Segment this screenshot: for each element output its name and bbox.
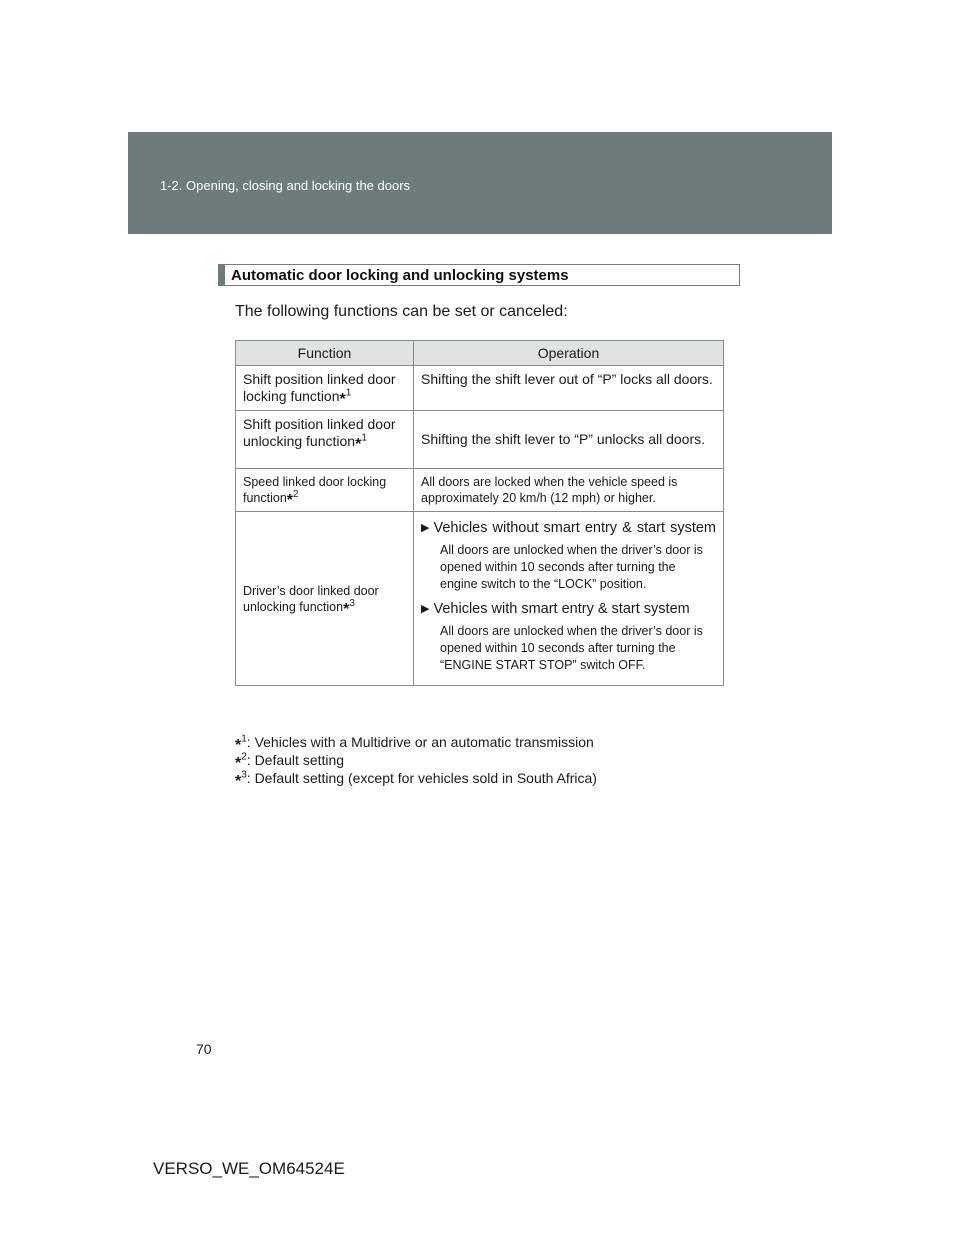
chapter-header-band xyxy=(128,132,832,234)
table-row xyxy=(236,512,724,686)
footnote-mark: 1 xyxy=(361,432,367,444)
variant-heading xyxy=(421,599,716,619)
operation-cell: All doors are locked when the vehicle speed is approximately 20 km/h (12 mph) or higher. xyxy=(414,469,724,512)
function-cell xyxy=(236,469,414,512)
section-heading-box xyxy=(218,264,740,286)
function-cell xyxy=(236,366,414,411)
triangle-bullet-icon: ▶ xyxy=(421,522,430,534)
function-name: Shift position linked door locking function xyxy=(243,371,396,404)
footnote-mark: 2 xyxy=(293,488,299,500)
footnote-mark: 2 xyxy=(241,751,247,763)
function-cell xyxy=(236,411,414,469)
intro-text: The following functions can be set or canceled: xyxy=(235,303,568,320)
operation-cell: Shifting the shift lever to “P” unlocks all doors. xyxy=(414,411,724,469)
footnote-item xyxy=(235,733,597,754)
footnotes xyxy=(235,733,597,790)
table-row xyxy=(236,366,724,411)
function-name: Shift position linked door unlocking function xyxy=(243,416,396,449)
table-row xyxy=(236,411,724,469)
page-number: 70 xyxy=(196,1041,212,1057)
footnote-star-icon: * xyxy=(343,600,350,618)
chapter-title: 1-2. Opening, closing and locking the doors xyxy=(160,178,411,193)
triangle-bullet-icon: ▶ xyxy=(421,603,430,615)
footnote-star-icon: * xyxy=(235,755,242,772)
footnote-text: : Vehicles with a Multidrive or an automatic transmission xyxy=(246,734,594,750)
footnote-item xyxy=(235,751,597,772)
footnote-mark: 3 xyxy=(241,769,247,781)
table-header-row xyxy=(236,341,724,366)
footnote-star-icon: * xyxy=(355,436,362,453)
footnote-star-icon: * xyxy=(235,773,242,790)
footnote-item xyxy=(235,769,597,790)
function-cell xyxy=(236,512,414,686)
footnote-mark: 3 xyxy=(349,597,355,609)
variant-label: Vehicles with smart entry & start system xyxy=(433,601,690,617)
footnote-text: : Default setting xyxy=(246,752,345,768)
variant-heading xyxy=(421,518,716,538)
footnote-mark: 1 xyxy=(241,733,247,745)
footnote-star-icon: * xyxy=(339,391,346,408)
section-heading-marker xyxy=(219,265,225,285)
column-header-operation: Operation xyxy=(414,341,724,366)
functions-table xyxy=(235,340,724,686)
footnote-text: : Default setting (except for vehicles sold in South Africa) xyxy=(246,770,597,786)
variant-text: All doors are unlocked when the driver’s door is opened within 10 seconds after turning the engine switch to the “LOCK” position. xyxy=(440,543,703,591)
document-code: VERSO_WE_OM64524E xyxy=(153,1159,345,1178)
variant-text: All doors are unlocked when the driver’s door is opened within 10 seconds after turning the “ENGINE START STOP” switch OFF. xyxy=(440,624,703,672)
footnote-mark: 1 xyxy=(345,387,352,399)
operation-cell: Shifting the shift lever out of “P” locks all doors. xyxy=(414,366,724,411)
function-name: Speed linked door locking function xyxy=(243,475,387,505)
footnote-star-icon: * xyxy=(286,492,294,509)
table-row xyxy=(236,469,724,512)
footnote-star-icon: * xyxy=(235,737,242,754)
column-header-function: Function xyxy=(236,341,414,366)
variant-label: Vehicles without smart entry & start system xyxy=(433,520,716,536)
operation-cell xyxy=(414,512,724,686)
section-title: Automatic door locking and unlocking systems xyxy=(231,267,569,284)
function-name: Driver’s door linked door unlocking function xyxy=(243,583,379,614)
